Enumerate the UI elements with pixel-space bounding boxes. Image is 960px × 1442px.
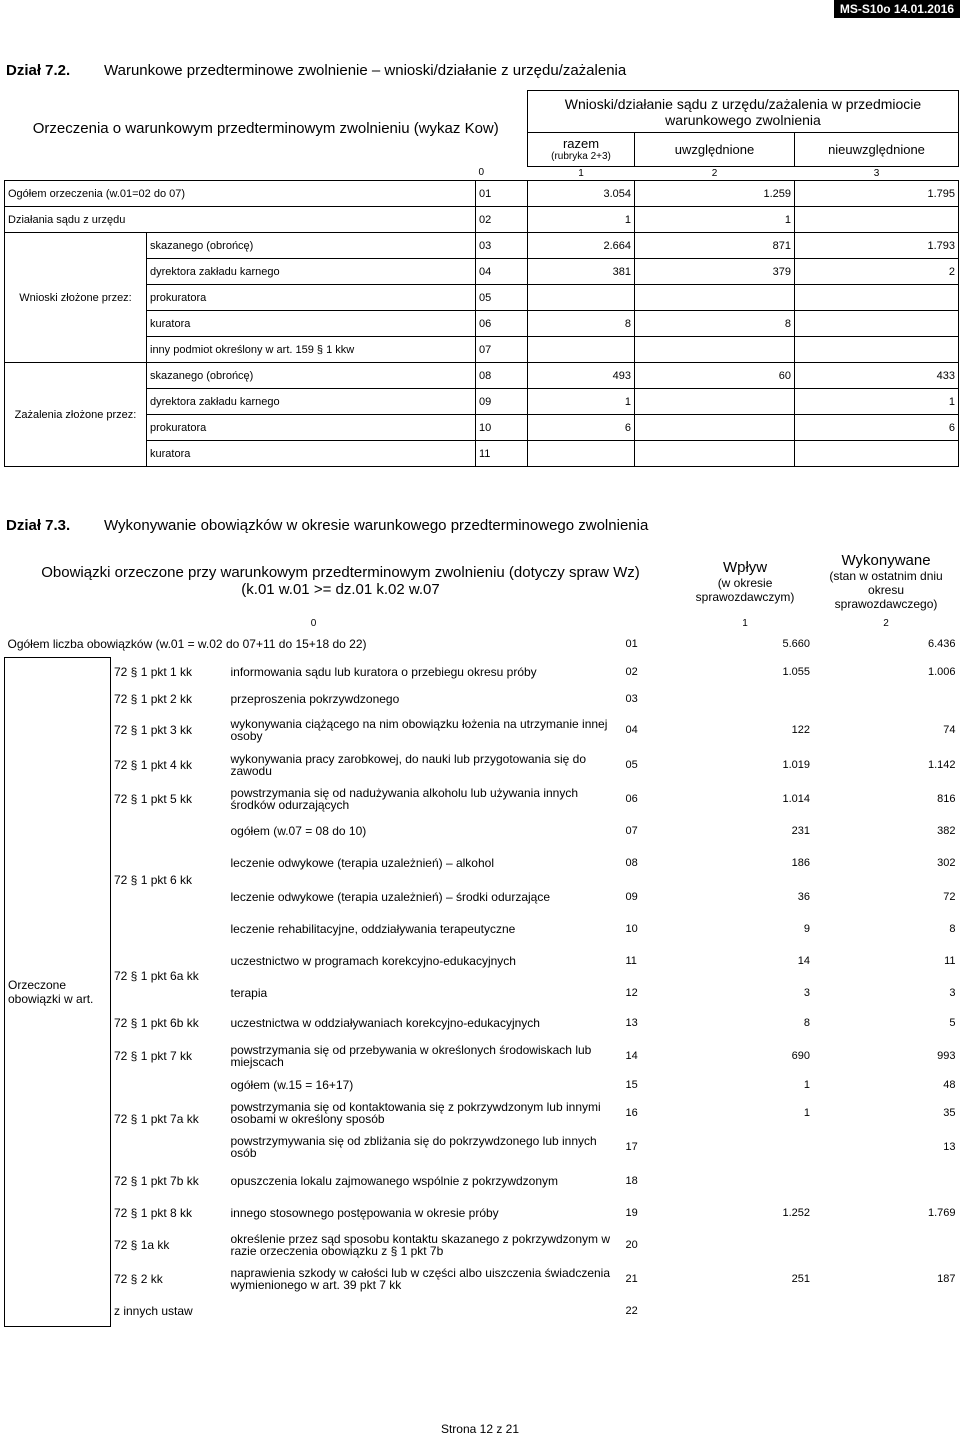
value-wykonywane: 816	[937, 793, 956, 805]
value-wplyw: 5.660	[782, 638, 811, 650]
row-description: leczenie rehabilitacyjne, oddziaływania terapeutyczne	[230, 922, 516, 936]
value-wykonywane: 6.436	[928, 638, 956, 650]
row-description: informowania sądu lub kuratora o przebiegu okresu próby	[230, 664, 537, 679]
row-description: powstrzymywania się od zbliżania się do pokrzywdzonego lub innych osób	[230, 1134, 597, 1160]
row-number: 10	[476, 415, 528, 441]
article-label: 72 § 1a kk	[114, 1238, 170, 1252]
value-nieuwzglednione: 1.793	[795, 233, 959, 259]
table-row	[5, 816, 959, 846]
group-wnioski: Wnioski złożone przez:	[5, 233, 147, 363]
row-label: dyrektora zakładu karnego	[147, 389, 476, 415]
table-row	[5, 1262, 959, 1296]
value-wplyw: 8	[803, 1017, 811, 1029]
row-number: 01	[476, 181, 528, 207]
value-razem: 381	[528, 259, 635, 285]
header-wykonywane-label: Wykonywane	[841, 551, 931, 569]
value-wykonywane: 35	[943, 1107, 956, 1119]
row-number: 13	[625, 1017, 638, 1029]
row-description: wykonywania ciążącego na nim obowiązku łożenia na utrzymanie innej osoby	[230, 717, 608, 743]
page-number: Strona 12 z 21	[440, 1422, 520, 1436]
table-row	[5, 181, 959, 207]
row-description: ogółem (w.07 = 08 do 10)	[230, 824, 367, 838]
row-label: skazanego (obrońcę)	[147, 363, 476, 389]
row-number: 01	[625, 638, 638, 650]
header-wplyw-label: Wpływ	[722, 558, 768, 576]
value-wplyw: 251	[791, 1273, 811, 1285]
value-uwzglednione: 1.259	[635, 181, 795, 207]
article-label: 72 § 1 pkt 7b kk	[114, 1174, 199, 1188]
value-uwzglednione: 60	[635, 363, 795, 389]
row-number: 22	[625, 1305, 638, 1317]
row-description: innego stosownego postępowania w okresie próby	[230, 1206, 499, 1220]
table-row	[5, 389, 959, 415]
table-row	[5, 1198, 959, 1228]
value-wplyw: 1	[803, 1107, 811, 1119]
row-description: przeproszenia pokrzywdzonego	[230, 692, 400, 706]
table-row	[5, 782, 959, 816]
value-wykonywane	[814, 1296, 959, 1326]
value-wykonywane: 3	[949, 987, 956, 999]
article-label: 72 § 1 pkt 6a kk	[114, 969, 199, 983]
row-number: 10	[625, 923, 638, 935]
value-nieuwzglednione	[795, 311, 959, 337]
table-7-2	[4, 90, 959, 467]
article-label: 72 § 1 pkt 8 kk	[114, 1206, 193, 1220]
value-nieuwzglednione	[795, 207, 959, 233]
header-razem-label: razem	[562, 136, 600, 151]
value-wplyw: 186	[791, 857, 811, 869]
header-wnioski-group: Wnioski/działanie sądu z urzędu/zażalenia w przedmiocie warunkowego zwolnienia	[528, 91, 959, 133]
row-description: określenie przez sąd sposobu kontaktu skazanego z pokrzywdzonym w razie orzeczenia obowiązku z § 1 pkt 7b	[230, 1232, 611, 1258]
value-nieuwzglednione: 1.795	[795, 181, 959, 207]
value-wplyw	[677, 1296, 814, 1326]
section-7-2-title: Warunkowe przedterminowe zwolnienie – wnioski/działanie z urzędu/zażalenia	[104, 62, 627, 79]
header-wykonywane-sub: (stan w ostatnim dniu okresu sprawozdawczego)	[829, 568, 943, 611]
row-label: skazanego (obrońcę)	[147, 233, 476, 259]
article-label: z innych ustaw	[114, 1304, 193, 1318]
row-description: leczenie odwykowe (terapia uzależnień) – środki odurzające	[230, 890, 551, 904]
value-wykonywane: 1.142	[928, 759, 956, 771]
colnum-0: 0	[310, 618, 317, 629]
table-row	[5, 1038, 959, 1074]
row-description: wykonywania pracy zarobkowej, do nauki lub przygotowania się do zawodu	[230, 752, 587, 778]
row-description: uczestnictwa w oddziaływaniach korekcyjno-edukacyjnych	[230, 1016, 540, 1030]
row-description: ogółem (w.15 = 16+17)	[230, 1078, 354, 1092]
value-wykonywane: 8	[949, 923, 956, 935]
article-label: 72 § 1 pkt 7a kk	[114, 1112, 199, 1126]
header-wplyw	[677, 545, 814, 617]
section-7-3-label: Dział 7.3.	[6, 517, 71, 534]
value-wplyw: 1.019	[782, 759, 811, 771]
value-wykonywane: 993	[937, 1050, 956, 1062]
article-label: 72 § 1 pkt 7 kk	[114, 1049, 193, 1063]
header-wykonywane	[814, 545, 959, 617]
value-razem: 1	[528, 207, 635, 233]
value-wykonywane: 48	[943, 1079, 956, 1091]
row-number: 03	[476, 233, 528, 259]
value-uwzglednione	[635, 337, 795, 363]
value-razem	[528, 285, 635, 311]
value-uwzglednione	[635, 415, 795, 441]
row-number: 12	[625, 987, 638, 999]
row-description: terapia	[230, 986, 268, 1000]
row-label: Ogółem liczba obowiązków (w.01 = w.02 do 07+11 do 15+18 do 22)	[7, 636, 367, 651]
header-obowiazki: Obowiązki orzeczone przy warunkowym przedterminowym zwolnieniu (dotyczy spraw Wz) (k.01 w.01 >= dz.01 k.02 w.07	[41, 564, 640, 598]
value-wykonywane: 74	[943, 724, 956, 736]
row-description: uczestnictwo w programach korekcyjno-edukacyjnych	[230, 954, 516, 968]
row-number: 03	[625, 693, 638, 705]
form-code: MS-S10o 14.01.2016	[834, 0, 960, 18]
table-row	[5, 748, 959, 782]
header-wplyw-sub: (w okresie sprawozdawczym)	[695, 575, 795, 604]
value-wykonywane: 11	[944, 955, 956, 967]
article-label: 72 § 1 pkt 4 kk	[114, 758, 193, 772]
value-wykonywane: 187	[937, 1273, 956, 1285]
table-row	[5, 686, 959, 712]
value-uwzglednione	[635, 389, 795, 415]
row-label: kuratora	[147, 311, 476, 337]
colnum-2: 2	[711, 167, 718, 179]
value-razem: 3.054	[528, 181, 635, 207]
row-number: 18	[625, 1175, 638, 1187]
row-number: 19	[625, 1207, 638, 1219]
row-number: 06	[476, 311, 528, 337]
table-row	[5, 631, 959, 657]
header-razem-sub: (rubryka 2+3)	[551, 151, 611, 162]
group-zazalenia: Zażalenia złożone przez:	[5, 363, 147, 467]
value-wplyw: 36	[797, 891, 811, 903]
value-wplyw: 1.055	[782, 665, 811, 678]
row-number: 14	[625, 1050, 638, 1062]
table-7-3	[4, 545, 959, 1327]
table-row	[5, 233, 959, 259]
row-number: 11	[625, 955, 637, 967]
value-razem: 2.664	[528, 233, 635, 259]
table-row	[5, 1228, 959, 1262]
value-wplyw: 3	[803, 987, 811, 999]
table-row	[5, 1296, 959, 1326]
table-row	[5, 657, 959, 686]
row-description: powstrzymania się od przebywania w określonych środowiskach lub miejscach	[230, 1043, 592, 1069]
value-wykonywane: 72	[943, 891, 956, 903]
value-nieuwzglednione: 2	[795, 259, 959, 285]
row-description: opuszczenia lokalu zajmowanego wspólnie z pokrzywdzonym	[230, 1174, 558, 1188]
article-label: 72 § 1 pkt 3 kk	[114, 723, 193, 737]
value-nieuwzglednione	[795, 337, 959, 363]
table-row	[5, 441, 959, 467]
row-number: 16	[625, 1107, 638, 1119]
article-label: 72 § 2 kk	[114, 1272, 163, 1286]
article-label: 72 § 1 pkt 1 kk	[114, 664, 193, 679]
row-number: 15	[625, 1079, 638, 1091]
article-label: 72 § 1 pkt 6b kk	[114, 1016, 199, 1030]
value-wplyw: 122	[791, 724, 811, 736]
value-wykonywane: 13	[943, 1141, 956, 1153]
value-uwzglednione	[635, 441, 795, 467]
colnum-3: 3	[873, 167, 880, 179]
value-wykonywane: 382	[937, 825, 956, 837]
value-uwzglednione: 8	[635, 311, 795, 337]
value-wplyw	[677, 1164, 814, 1198]
header-nieuwzglednione: nieuwzględnione	[795, 133, 959, 167]
row-number: 20	[625, 1239, 638, 1251]
row-number: 06	[625, 793, 638, 805]
value-wykonywane: 302	[937, 857, 956, 869]
table-row	[5, 285, 959, 311]
value-nieuwzglednione: 433	[795, 363, 959, 389]
value-razem: 493	[528, 363, 635, 389]
row-label: prokuratora	[147, 285, 476, 311]
row-number: 02	[625, 665, 638, 678]
section-7-3-title: Wykonywanie obowiązków w okresie warunkowego przedterminowego zwolnienia	[104, 517, 649, 534]
section-7-2-label: Dział 7.2.	[6, 62, 71, 79]
table-row	[5, 207, 959, 233]
header-uwzglednione: uwzględnione	[635, 133, 795, 167]
value-wplyw: 1.014	[782, 793, 811, 805]
value-wykonywane	[814, 1164, 959, 1198]
colnum-0: 0	[478, 167, 485, 179]
value-wplyw	[677, 686, 814, 712]
table-row	[5, 712, 959, 748]
row-description: naprawienia szkody w całości lub w części albo uiszczenia świadczenia wymienionego w art. 39 pkt 7 kk	[230, 1266, 611, 1292]
value-wykonywane	[814, 686, 959, 712]
row-number: 05	[625, 759, 638, 771]
value-razem	[528, 441, 635, 467]
table-row	[5, 1074, 959, 1096]
row-label: Działania sądu z urzędu	[5, 207, 476, 233]
value-uwzglednione: 1	[635, 207, 795, 233]
row-number: 04	[625, 724, 638, 736]
header-orzeczenia: Orzeczenia o warunkowym przedterminowym zwolnieniu (wykaz Kow)	[32, 120, 499, 137]
value-wykonywane: 1.006	[928, 665, 956, 678]
row-number: 11	[476, 441, 528, 467]
row-number: 21	[625, 1273, 638, 1285]
row-number: 07	[476, 337, 528, 363]
value-wplyw	[677, 1228, 814, 1262]
value-nieuwzglednione: 1	[795, 389, 959, 415]
side-label: Orzeczone obowiązki w art.	[5, 657, 111, 1326]
row-label: dyrektora zakładu karnego	[147, 259, 476, 285]
row-label: Ogółem orzeczenia (w.01=02 do 07)	[5, 181, 476, 207]
article-label: 72 § 1 pkt 5 kk	[114, 792, 193, 806]
value-nieuwzglednione	[795, 285, 959, 311]
colnum-1: 1	[578, 167, 584, 179]
article-label: 72 § 1 pkt 6 kk	[114, 873, 193, 887]
row-label: inny podmiot określony w art. 159 § 1 kkw	[147, 337, 476, 363]
value-wplyw	[677, 1130, 814, 1164]
colnum-2: 2	[883, 618, 889, 629]
row-number: 09	[625, 891, 638, 903]
value-razem	[528, 337, 635, 363]
table-row	[5, 363, 959, 389]
row-description: leczenie odwykowe (terapia uzależnień) – alkohol	[230, 856, 494, 870]
row-label: kuratora	[147, 441, 476, 467]
colnum-1: 1	[742, 618, 748, 629]
article-label: 72 § 1 pkt 2 kk	[114, 692, 193, 706]
table-row	[5, 259, 959, 285]
value-nieuwzglednione	[795, 441, 959, 467]
value-razem: 8	[528, 311, 635, 337]
value-uwzglednione: 379	[635, 259, 795, 285]
row-number: 04	[476, 259, 528, 285]
value-wykonywane	[814, 1228, 959, 1262]
table-row	[5, 1164, 959, 1198]
value-razem: 6	[528, 415, 635, 441]
row-description: powstrzymania się od nadużywania alkoholu lub używania innych środków odurzających	[230, 786, 579, 812]
value-wykonywane: 1.769	[928, 1207, 956, 1219]
value-nieuwzglednione: 6	[795, 415, 959, 441]
row-number: 17	[625, 1141, 638, 1153]
value-wplyw: 1.252	[782, 1207, 811, 1219]
table-row	[5, 337, 959, 363]
row-number: 08	[625, 857, 638, 869]
table-row	[5, 415, 959, 441]
row-number: 09	[476, 389, 528, 415]
row-number: 07	[625, 825, 638, 837]
row-label: prokuratora	[147, 415, 476, 441]
value-uwzglednione	[635, 285, 795, 311]
value-uwzglednione: 871	[635, 233, 795, 259]
value-wplyw: 1	[803, 1079, 811, 1091]
value-wplyw: 9	[803, 923, 811, 935]
row-number: 02	[476, 207, 528, 233]
row-number: 05	[476, 285, 528, 311]
row-description	[228, 1296, 623, 1326]
value-wplyw: 231	[791, 825, 811, 837]
value-wplyw: 690	[791, 1050, 811, 1062]
value-wykonywane: 5	[949, 1017, 956, 1029]
row-number: 08	[476, 363, 528, 389]
value-wplyw: 14	[797, 955, 811, 967]
header-razem	[528, 133, 635, 167]
value-razem: 1	[528, 389, 635, 415]
table-row	[5, 1008, 959, 1038]
table-row	[5, 311, 959, 337]
table-row	[5, 944, 959, 978]
row-description: powstrzymania się od kontaktowania się z pokrzywdzonym lub innymi osobami w określony sposób	[230, 1100, 601, 1126]
